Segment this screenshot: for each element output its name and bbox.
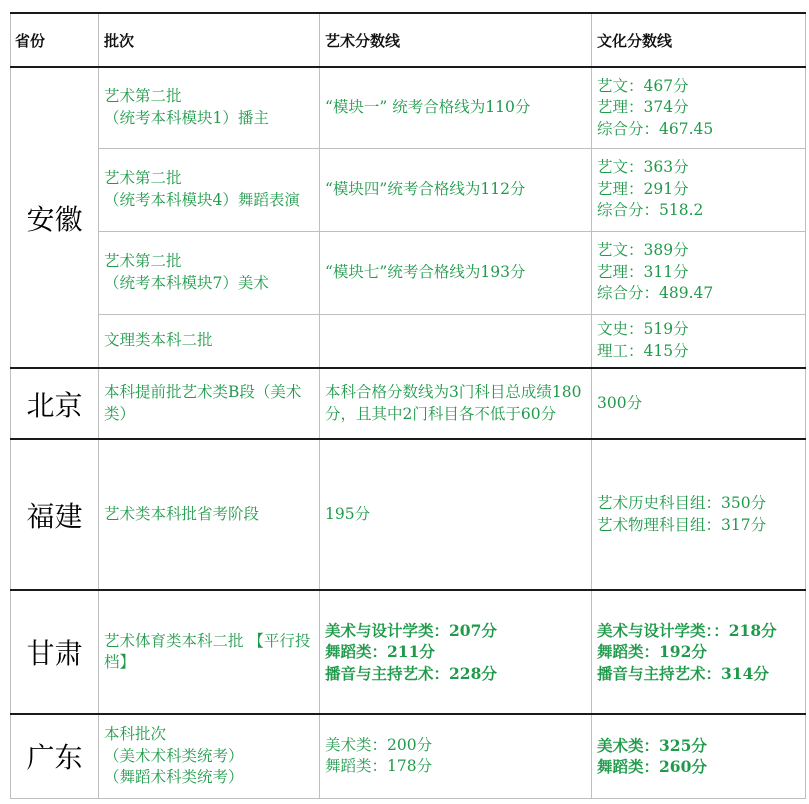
batch-line: （舞蹈术科类统考） bbox=[104, 768, 244, 786]
culture-score-cell bbox=[592, 590, 806, 714]
batch-cell bbox=[99, 148, 320, 231]
province-guangdong: 广东 bbox=[11, 714, 99, 798]
batch-cell: 艺术体育类本科二批 【平行投档】 bbox=[99, 590, 320, 714]
culture-line: 艺文：389分 bbox=[597, 241, 689, 260]
table-row bbox=[11, 590, 806, 714]
score-table-container bbox=[10, 12, 805, 799]
batch-cell: 本科提前批艺术类B段（美术类） bbox=[99, 368, 320, 439]
culture-score-cell bbox=[592, 714, 806, 798]
table-row bbox=[11, 67, 806, 148]
culture-score-cell bbox=[592, 439, 806, 590]
batch-line: 艺术第二批 bbox=[104, 252, 182, 270]
header-art-score: 艺术分数线 bbox=[320, 13, 592, 67]
art-line: 舞蹈类：211分 bbox=[325, 642, 435, 662]
batch-line: （统考本科模块4）舞蹈表演 bbox=[104, 190, 300, 209]
admission-score-table bbox=[10, 12, 806, 799]
culture-line: 文史：519分 bbox=[597, 320, 689, 339]
table-row bbox=[11, 148, 806, 231]
header-batch: 批次 bbox=[99, 13, 320, 67]
culture-line: 艺术物理科目组：317分 bbox=[597, 515, 767, 534]
culture-line: 艺理：311分 bbox=[597, 262, 689, 281]
province-beijing: 北京 bbox=[11, 368, 99, 439]
culture-line: 舞蹈类：260分 bbox=[597, 757, 707, 777]
batch-line: （美术术科类统考） bbox=[104, 746, 244, 765]
table-row bbox=[11, 714, 806, 798]
culture-line: 综合分：467.45 bbox=[597, 119, 714, 138]
culture-score-cell bbox=[592, 314, 806, 368]
art-line: 舞蹈类：178分 bbox=[325, 757, 433, 776]
culture-line: 理工：415分 bbox=[597, 341, 689, 360]
culture-line: 艺理：291分 bbox=[597, 179, 689, 198]
batch-line: 艺术第二批 bbox=[104, 87, 182, 106]
batch-cell bbox=[99, 714, 320, 798]
culture-score-cell bbox=[592, 231, 806, 314]
batch-cell: 艺术类本科批省考阶段 bbox=[99, 439, 320, 590]
table-row bbox=[11, 314, 806, 368]
header-culture-score: 文化分数线 bbox=[592, 13, 806, 67]
art-score-cell: 195分 bbox=[320, 439, 592, 590]
batch-cell: 文理类本科二批 bbox=[99, 314, 320, 368]
culture-score-cell bbox=[592, 148, 806, 231]
culture-line: 艺文：467分 bbox=[597, 76, 689, 95]
table-row bbox=[11, 231, 806, 314]
batch-line: （统考本科模块1）播主 bbox=[104, 108, 269, 127]
province-gansu: 甘肃 bbox=[11, 590, 99, 714]
culture-line: 艺理：374分 bbox=[597, 98, 689, 116]
art-line: 美术与设计学类：207分 bbox=[325, 620, 497, 640]
culture-line: 艺术历史科目组：350分 bbox=[597, 494, 767, 512]
art-score-cell: 本科合格分数线为3门科目总成绩180分，且其中2门科目各不低于60分 bbox=[320, 368, 592, 439]
culture-score-cell bbox=[592, 67, 806, 148]
art-score-cell: “模块一” 统考合格线为110分 bbox=[320, 67, 592, 148]
table-row bbox=[11, 439, 806, 590]
culture-line: 综合分：489.47 bbox=[597, 284, 714, 303]
art-score-cell bbox=[320, 590, 592, 714]
batch-cell bbox=[99, 231, 320, 314]
province-fujian: 福建 bbox=[11, 439, 99, 590]
culture-score-cell: 300分 bbox=[592, 368, 806, 439]
art-score-cell: “模块四”统考合格线为112分 bbox=[320, 148, 592, 231]
culture-line: 艺文：363分 bbox=[597, 158, 689, 177]
culture-line: 综合分：518.2 bbox=[597, 201, 704, 220]
batch-line: （统考本科模块7）美术 bbox=[104, 273, 269, 292]
table-header-row bbox=[11, 13, 806, 67]
culture-line: 美术与设计学类：：218分 bbox=[597, 620, 777, 640]
culture-line: 播音与主持艺术：314分 bbox=[597, 663, 769, 683]
art-score-cell: “模块七”统考合格线为193分 bbox=[320, 231, 592, 314]
batch-line: 本科批次 bbox=[104, 725, 167, 743]
art-score-cell bbox=[320, 314, 592, 368]
art-score-cell bbox=[320, 714, 592, 798]
batch-line: 艺术第二批 bbox=[104, 169, 182, 187]
table-row bbox=[11, 368, 806, 439]
culture-line: 美术类：325分 bbox=[597, 735, 707, 755]
province-anhui: 安徽 bbox=[11, 67, 99, 368]
art-line: 美术类：200分 bbox=[325, 735, 433, 754]
batch-cell bbox=[99, 67, 320, 148]
art-line: 播音与主持艺术：228分 bbox=[325, 663, 497, 683]
culture-line: 舞蹈类：192分 bbox=[597, 642, 707, 662]
header-province: 省份 bbox=[11, 13, 99, 67]
